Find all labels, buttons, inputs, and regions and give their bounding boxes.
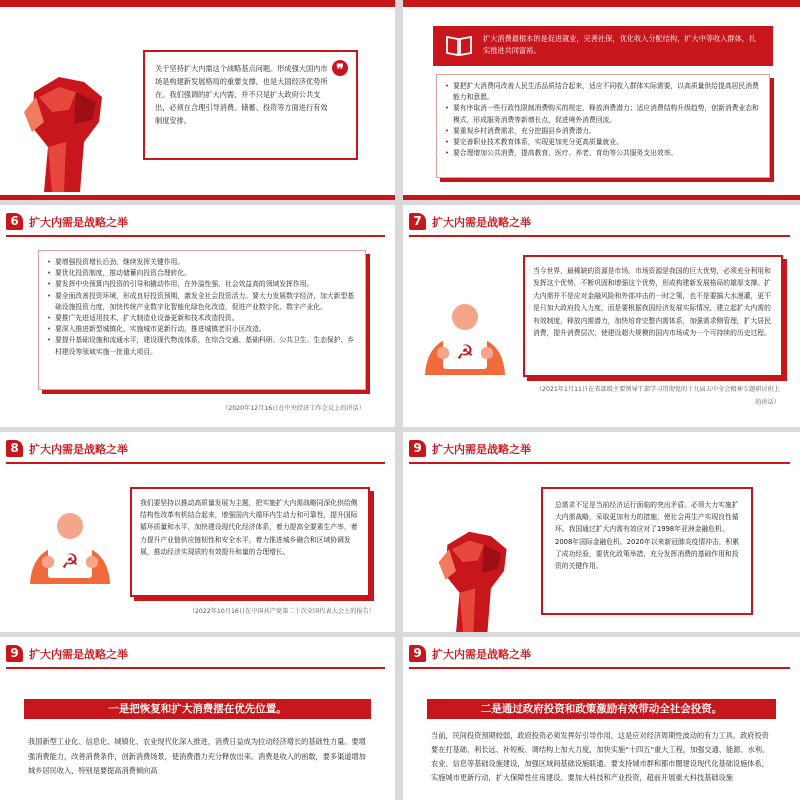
slide-number: 7 [409, 213, 426, 230]
source-note: （2020年12月16日在中央经济工作会议上的讲话） [222, 405, 365, 412]
slide-number: 9 [409, 440, 426, 457]
list-item: • 要有序取消一些行政性限制消费购买的规定，释放消费潜力；适应消费结构升级趋势，创新消费业态和模式，形成服务消费等新增长点，促进境外消费回流。 [445, 103, 761, 125]
list-item: • 要把扩大消费同改善人民生活品质结合起来，适应不同收入群体实际需要，以高质量供给提高居民消费能力和意愿。 [445, 81, 761, 103]
body-text: 当前，民间投资预期较弱，政府投资必须发挥好引导作用，这是应对经济周期性波动的有力工具。政府投资要在打基础、利长远、补短板、调结构上加大力度，加快实施“十四五”重大工程，加强交通、能源、水利、农业、信息等基础设施建设，加强区域间基础设施联通。要支持城市群和都市圈建设现代化基础设施体系，实施城市更新行动，扩大保障性住房建设。要加大科技和产业投资，超前开展重大科技基础设施 [431, 731, 770, 782]
slide-number: 9 [6, 645, 23, 662]
slide-8 [403, 637, 800, 800]
raised-fist-illustration [421, 510, 526, 632]
slide-7 [0, 637, 395, 800]
quote-mark-icon: ❞ [332, 60, 348, 76]
slide-title: 扩大内需是战略之举 [29, 216, 128, 229]
list-card [38, 250, 366, 390]
slide-title: 扩大内需是战略之举 [29, 443, 128, 456]
svg-text:☭: ☭ [456, 340, 474, 364]
quote-card [541, 487, 753, 615]
top-bar [403, 0, 800, 7]
svg-text:☭: ☭ [61, 549, 79, 573]
list-card [436, 74, 770, 178]
slide-title: 扩大内需是战略之举 [432, 216, 531, 229]
header-rule [6, 235, 385, 237]
book-icon [445, 34, 473, 58]
slide-title: 扩大内需是战略之举 [432, 443, 531, 456]
section-banner: 二是通过政府投资和政策激励有效带动全社会投资。 [427, 699, 776, 719]
section-banner: 一是把恢复和扩大消费摆在优先位置。 [24, 699, 371, 719]
raised-fist-illustration [14, 52, 114, 192]
list-item: • 要全面改善投资环境，形成良好投资预期，激发全社会投资活力。要大力发展数字经济，加大新型基础设施投资力度，加快传统产业数字化智能化绿色化改造，促进产业数字化、数字产业化。 [47, 291, 357, 313]
slide-4 [403, 205, 800, 427]
quote-card [523, 255, 783, 377]
bottom-bar [0, 195, 395, 200]
header-rule [409, 235, 790, 237]
slide-2 [403, 0, 800, 200]
slide-number: 6 [6, 213, 23, 230]
slide-number: 9 [409, 645, 426, 662]
slide-5 [0, 432, 395, 632]
top-bar [0, 0, 395, 7]
quote-text: 当今世界，最稀缺的资源是市场。市场资源是我国的巨大优势，必须充分利用和发挥这个优势，不断巩固和增强这个优势，形成构建新发展格局的雄厚支撑。扩大内需并不是应对金融风险和外部冲击的一时之策，也不是要搞大水漫灌，更不是只加大政府投入力度，而是要根据我国经济发展实际情况，建立起扩大内需的有效制度，释放内需潜力，加快培育完整内需体系，加强需求侧管理，扩大居民消费，提升消费层次，使建设超大规模的国内市场成为一个可持续的历史过程。 [533, 267, 771, 338]
source-note: （2022年10月16日在中国共产党第二十次全国代表大会上的报告） [188, 608, 375, 615]
list-item: • 要深入推进新型城镇化，实施城市更新行动，推进城镇老旧小区改造。 [47, 324, 357, 335]
party-book-illustration [415, 303, 515, 375]
slide-number: 8 [6, 440, 23, 457]
header-rule [6, 462, 385, 464]
quote-card [130, 487, 370, 597]
list-item: • 要完善职业技术教育体系，实现更加充分更高质量就业。 [445, 137, 761, 148]
party-book-illustration [20, 512, 120, 584]
quote-text: 关于坚持扩大内需这个战略基点问题。形成强大国内市场是构建新发展格局的重要支撑，也是大国经济优势所在。我们强调的扩大内需，并不只是扩大政府公共支出，必须在合理引导消费、储蓄、投资等方面进行有效制度安排。 [155, 64, 328, 125]
list-item: • 要增强投资增长后劲，继续发挥关键作用。 [47, 257, 357, 268]
slide-header [403, 209, 800, 237]
slide-1 [0, 0, 395, 200]
banner-box [433, 26, 773, 66]
list-item: • 要重视乡村消费需求，充分挖掘县乡消费潜力。 [445, 126, 761, 137]
slide-header [0, 641, 395, 669]
slide-header [403, 641, 800, 669]
quote-text: 总需求不足是当前经济运行面临的突出矛盾。必须大力实施扩大内需战略，采取更加有力的措施，使社会再生产实现良性循环。我国通过扩大内需有效应对了1998年亚洲金融危机、2008年国际金融危机、2020年以来新冠肺炎疫情冲击，积累了成功经验，要优化政策举措，充分发挥消费的基础作用和投资的关键作用。 [555, 501, 740, 571]
body-text: 我国新型工业化、信息化、城镇化、农业现代化深入推进，消费日益成为拉动经济增长的基础性力量。要增强消费能力，改善消费条件，创新消费场景，使消费潜力充分释放出来。消费是收入的函数，要多渠道增加城乡居民收入，特别是要提高消费倾向高 [28, 737, 366, 775]
list-item: • 要推广先进适用技术，扩大制造业设备更新和技术改造投资。 [47, 313, 357, 324]
header-rule [409, 667, 790, 669]
header-rule [6, 667, 385, 669]
slide-header [0, 209, 395, 237]
slide-header [403, 436, 800, 464]
list-item: • 要提升基础设施和流通水平，建设现代物流体系，在综合交通、基础科研、公共卫生、生态保护、乡村建设等领域实施一批重大项目。 [47, 335, 357, 357]
quote-card [143, 50, 358, 160]
slide-3 [0, 205, 395, 427]
slide-6 [403, 432, 800, 632]
slide-title: 扩大内需是战略之举 [29, 648, 128, 661]
bottom-bar [403, 195, 800, 200]
header-rule [409, 462, 790, 464]
list-item: • 要优化投资制度，推动储蓄向投资合理转化。 [47, 268, 357, 279]
banner-text: 扩大消费最根本的是促进就业，完善社保，优化收入分配结构，扩大中等收入群体，扎实推进共同富裕。 [483, 34, 757, 55]
list-item: • 要发挥中央预算内投资的引导和撬动作用，在外溢性强、社会效益高的领域发挥作用。 [47, 279, 357, 290]
list-item: • 要合理增加公共消费，提高教育、医疗、养老、育幼等公共服务支出效率。 [445, 148, 761, 159]
slide-header [0, 436, 395, 464]
source-note: （2021年1月11日在省部级主要领导干部学习贯彻党的十九届五中全会精神专题研讨班上的讲话） [535, 386, 780, 406]
slide-title: 扩大内需是战略之举 [432, 648, 531, 661]
quote-text: 我们要坚持以推动高质量发展为主题，把实施扩大内需战略同深化供给侧结构性改革有机结合起来，增强国内大循环内生动力和可靠性，提升国际循环质量和水平，加快建设现代化经济体系，着力提高全要素生产率，着力提升产业链供应链韧性和安全水平，着力推进城乡融合和区域协调发展，推动经济实现质的有效提升和量的合理增长。 [140, 499, 358, 556]
